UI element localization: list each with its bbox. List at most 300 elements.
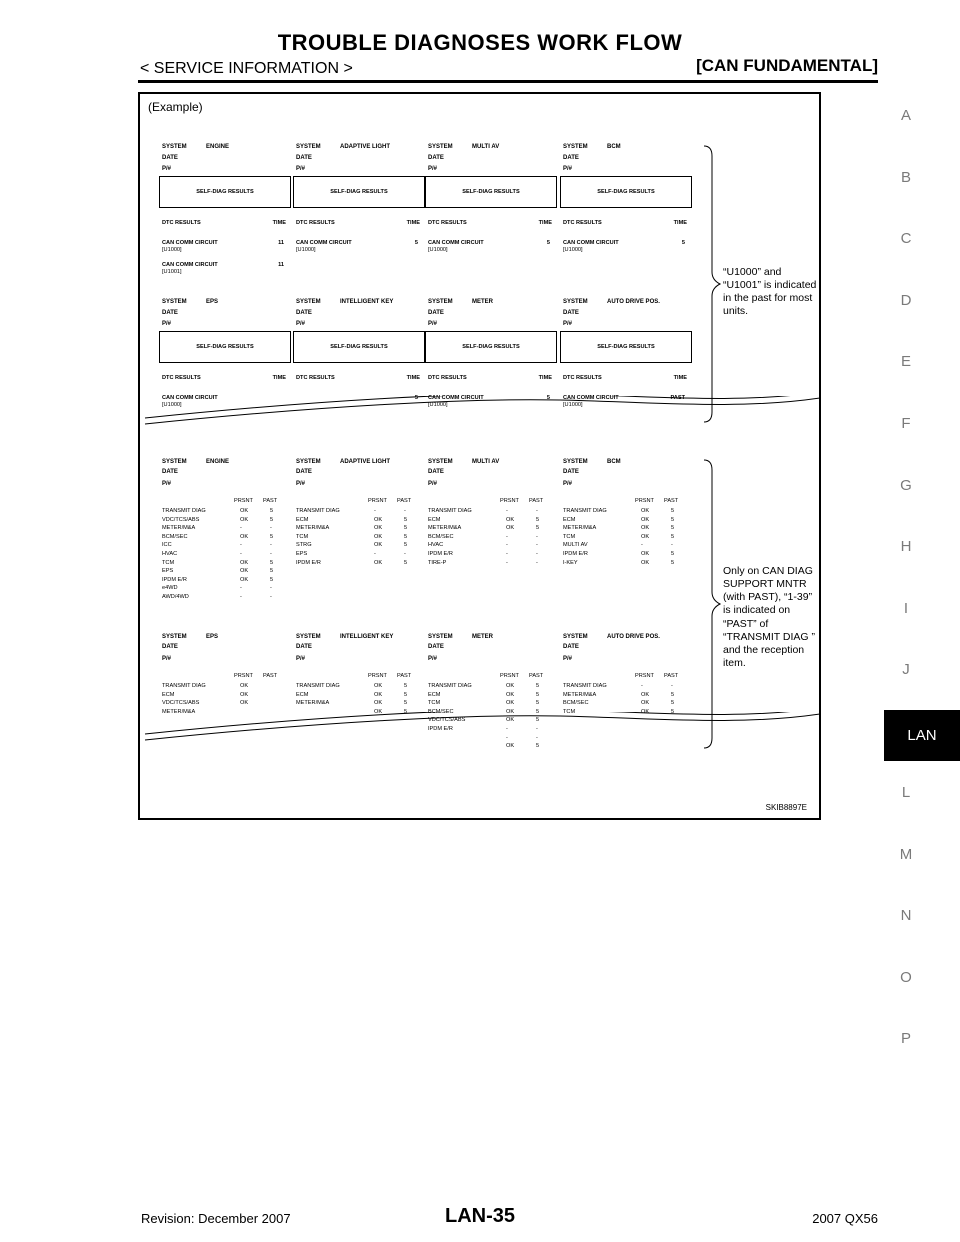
pn-label: P/# — [428, 166, 438, 172]
unit-name: IPDM E/R — [428, 726, 453, 732]
unit-name: ECM — [428, 516, 441, 523]
prsnt-value: OK — [506, 525, 515, 532]
example-figure — [138, 92, 821, 820]
system-label: SYSTEM — [563, 634, 588, 640]
self-diag-results-header: SELF-DIAG RESULTS — [159, 331, 291, 363]
table-row — [162, 701, 280, 709]
past-value: - — [270, 585, 272, 592]
system-label: SYSTEM — [428, 459, 453, 465]
prsnt-value: - — [374, 551, 376, 557]
transmit-diag-block — [162, 634, 290, 734]
system-name: ADAPTIVE LIGHT — [340, 144, 391, 150]
prsnt-value: OK — [240, 568, 249, 575]
system-name: ADAPTIVE LIGHT — [340, 459, 391, 465]
past-value: - — [671, 683, 673, 689]
past-value: 5 — [404, 533, 408, 540]
tab-l: L — [901, 784, 911, 801]
past-header: PAST — [263, 498, 278, 504]
date-label: DATE — [563, 644, 579, 650]
tab-b: B — [900, 168, 911, 186]
prsnt-header: PRSNT — [635, 673, 654, 679]
table-row — [162, 684, 280, 692]
self-diag-results-header: SELF-DIAG RESULTS — [293, 331, 425, 363]
self-diag-block — [162, 299, 290, 419]
unit-name: TRANSMIT DIAG — [563, 508, 607, 514]
prsnt-header: PRSNT — [368, 673, 387, 679]
table-row — [296, 509, 414, 517]
unit-name: ECM — [563, 516, 576, 523]
unit-name: TRANSMIT DIAG — [296, 683, 340, 689]
table-row — [428, 693, 546, 701]
date-label: DATE — [428, 644, 444, 650]
tab-c: C — [900, 230, 912, 248]
tab-i: I — [903, 599, 909, 617]
transmit-diag-table — [162, 499, 280, 608]
self-diag-block — [563, 299, 691, 419]
system-label: SYSTEM — [428, 634, 453, 640]
table-row — [296, 526, 414, 534]
past-value: - — [536, 533, 538, 540]
figure-id: SKIB8897E — [765, 803, 807, 812]
date-label: DATE — [162, 644, 178, 650]
prsnt-value: - — [506, 542, 508, 549]
date-label: DATE — [162, 469, 178, 475]
table-row — [563, 552, 681, 560]
past-value: 5 — [270, 568, 274, 575]
dtc-name: CAN COMM CIRCUIT — [563, 240, 619, 246]
prsnt-value: - — [240, 585, 242, 592]
unit-name: IPDM E/R — [563, 551, 588, 557]
table-row — [162, 535, 280, 543]
dtc-row — [563, 395, 685, 409]
unit-name: BCM/SEC — [428, 533, 454, 540]
table-row — [296, 552, 414, 560]
self-diag-results-header: SELF-DIAG RESULTS — [293, 176, 425, 208]
dtc-results-label: DTC RESULTS — [428, 220, 467, 226]
unit-name: METER/M&A — [296, 700, 330, 707]
unit-name: e4WD — [162, 585, 178, 592]
unit-name: TCM — [296, 533, 309, 540]
table-row — [428, 509, 546, 517]
prsnt-header: PRSNT — [368, 498, 387, 504]
pn-label: P/# — [428, 656, 438, 662]
table-row — [162, 509, 280, 517]
pn-label: P/# — [296, 656, 306, 662]
unit-name: TRANSMIT DIAG — [428, 683, 472, 689]
table-row — [563, 710, 681, 718]
dtc-code: [U1001] — [162, 268, 182, 275]
prsnt-value: - — [374, 508, 376, 514]
system-label: SYSTEM — [563, 459, 588, 465]
prsnt-value: - — [506, 533, 508, 540]
prsnt-value: - — [641, 683, 643, 689]
dtc-row — [296, 240, 418, 254]
past-header: PAST — [664, 673, 679, 679]
unit-name: METER/M&A — [162, 525, 196, 532]
dtc-name: CAN COMM CIRCUIT — [162, 240, 218, 246]
dtc-name: CAN COMM CIRCUIT — [428, 395, 484, 401]
date-label: DATE — [162, 155, 178, 161]
system-label: SYSTEM — [296, 634, 321, 640]
table-row — [428, 744, 546, 752]
unit-name: IPDM E/R — [428, 551, 453, 557]
pn-label: P/# — [563, 166, 573, 172]
system-name: METER — [472, 299, 493, 305]
dtc-name: CAN COMM CIRCUIT — [563, 395, 619, 401]
unit-name: VDC/TCS/ABS — [428, 717, 466, 724]
self-diag-block — [428, 299, 556, 419]
past-value: 5 — [671, 700, 675, 707]
system-name: AUTO DRIVE POS. — [607, 634, 660, 640]
system-label: SYSTEM — [296, 299, 321, 305]
past-header: PAST — [263, 673, 278, 679]
pn-label: P/# — [428, 321, 438, 327]
prsnt-value: - — [506, 508, 508, 514]
system-label: SYSTEM — [428, 299, 453, 305]
prsnt-value: - — [506, 734, 508, 741]
prsnt-value: OK — [641, 708, 650, 715]
dtc-row — [162, 262, 284, 276]
system-name: ENGINE — [206, 459, 230, 465]
unit-name: METER/M&A — [162, 708, 196, 715]
unit-name: HVAC — [162, 551, 178, 557]
prsnt-value: OK — [374, 691, 383, 698]
tab-o: O — [900, 968, 912, 986]
unit-name: BCM/SEC — [563, 700, 589, 707]
past-value: - — [536, 559, 538, 566]
past-value: - — [536, 734, 538, 741]
prsnt-value: OK — [374, 700, 383, 707]
prsnt-value: OK — [240, 533, 249, 540]
self-diag-block — [296, 144, 424, 264]
table-row — [162, 526, 280, 534]
prsnt-value: - — [240, 542, 242, 549]
past-value: 5 — [536, 691, 540, 698]
unit-name: BCM/SEC — [428, 708, 454, 715]
past-value: 5 — [404, 525, 408, 532]
pn-label: P/# — [162, 656, 172, 662]
dtc-results-label: DTC RESULTS — [296, 220, 335, 226]
category-label: [CAN FUNDAMENTAL] — [696, 56, 878, 75]
dtc-results-label: DTC RESULTS — [428, 375, 467, 381]
dtc-code: [U1000] — [162, 401, 182, 408]
past-value: 5 — [270, 508, 274, 514]
past-value: 5 — [536, 717, 540, 724]
dtc-time: 5 — [546, 240, 550, 246]
prsnt-value: OK — [240, 516, 249, 523]
transmit-diag-block — [162, 459, 290, 602]
prsnt-value: OK — [374, 683, 383, 689]
unit-name: TRANSMIT DIAG — [428, 508, 472, 514]
past-header: PAST — [529, 673, 544, 679]
system-label: SYSTEM — [162, 459, 187, 465]
prsnt-value: OK — [374, 708, 383, 715]
tab-e: E — [900, 353, 911, 371]
system-name: INTELLIGENT KEY — [340, 634, 394, 640]
model-year: 2007 QX56 — [812, 1211, 878, 1226]
past-header: PAST — [397, 498, 412, 504]
table-row — [162, 543, 280, 551]
dtc-code: [U1000] — [563, 246, 583, 253]
transmit-diag-table — [563, 674, 681, 720]
prsnt-value: OK — [506, 708, 515, 715]
revision-date: Revision: December 2007 — [141, 1211, 291, 1226]
date-label: DATE — [428, 469, 444, 475]
date-label: DATE — [563, 469, 579, 475]
unit-name: HVAC — [428, 542, 444, 549]
unit-name: EPS — [162, 568, 174, 575]
table-row — [428, 552, 546, 560]
system-label: SYSTEM — [563, 144, 588, 150]
dtc-name: CAN COMM CIRCUIT — [428, 240, 484, 246]
table-row — [162, 561, 280, 569]
unit-name: AWD/4WD — [162, 594, 189, 600]
self-diag-block — [162, 144, 290, 275]
unit-name: TCM — [428, 700, 441, 707]
transmit-diag-table — [563, 499, 681, 572]
dtc-name: CAN COMM CIRCUIT — [162, 262, 218, 268]
dtc-code: [U1000] — [296, 246, 316, 253]
date-label: DATE — [296, 155, 312, 161]
transmit-diag-block — [296, 634, 424, 734]
tab-lan: LAN — [884, 710, 960, 761]
past-value: 5 — [270, 559, 274, 566]
transmit-diag-table — [296, 674, 414, 720]
unit-name: IPDM E/R — [162, 576, 187, 583]
date-label: DATE — [428, 310, 444, 316]
pn-label: P/# — [162, 481, 172, 487]
past-value: - — [536, 551, 538, 557]
dtc-row — [296, 395, 418, 402]
system-name: METER — [472, 634, 493, 640]
dtc-row — [563, 240, 685, 254]
self-diag-block — [296, 299, 424, 419]
past-value: 5 — [404, 700, 408, 707]
past-value: - — [536, 508, 538, 514]
pn-label: P/# — [296, 166, 306, 172]
system-name: INTELLIGENT KEY — [340, 299, 394, 305]
table-row — [162, 552, 280, 560]
unit-name: METER/M&A — [296, 525, 330, 532]
dtc-code: [U1000] — [563, 401, 583, 408]
tab-a: A — [900, 107, 911, 124]
table-row — [296, 561, 414, 569]
prsnt-value: - — [506, 726, 508, 732]
unit-name: TRANSMIT DIAG — [563, 683, 607, 689]
prsnt-value: OK — [374, 542, 383, 549]
dtc-row — [428, 240, 550, 254]
table-row — [428, 727, 546, 735]
time-label: TIME — [538, 220, 552, 226]
prsnt-value: OK — [641, 691, 650, 698]
time-label: TIME — [673, 220, 687, 226]
note-past-indication: “U1000” and “U1001” is indicated in the past for most units. — [723, 266, 817, 318]
table-row — [563, 526, 681, 534]
unit-name: TRANSMIT DIAG — [162, 508, 206, 514]
past-value: 5 — [671, 533, 675, 540]
prsnt-value: - — [240, 594, 242, 600]
system-label: SYSTEM — [162, 299, 187, 305]
tab-j: J — [902, 661, 910, 679]
unit-name: TIRE-P — [428, 559, 447, 566]
table-row — [428, 701, 546, 709]
unit-name: TRANSMIT DIAG — [162, 683, 206, 689]
prsnt-value: OK — [506, 516, 515, 523]
dtc-time: 11 — [278, 262, 284, 268]
past-value: - — [404, 551, 406, 557]
past-value: 5 — [536, 700, 540, 707]
system-name: AUTO DRIVE POS. — [607, 299, 660, 305]
time-label: TIME — [673, 375, 687, 381]
prsnt-value: OK — [240, 683, 249, 689]
page-number: LAN-35 — [444, 1205, 515, 1227]
prsnt-value: OK — [240, 700, 249, 707]
dtc-results-label: DTC RESULTS — [563, 375, 602, 381]
time-label: TIME — [538, 375, 552, 381]
table-row — [428, 526, 546, 534]
past-value: 5 — [536, 516, 540, 523]
transmit-diag-block — [296, 459, 424, 566]
prsnt-header: PRSNT — [635, 498, 654, 504]
dtc-time: 5 — [414, 395, 418, 401]
past-value: - — [270, 525, 272, 532]
prsnt-value: - — [506, 551, 508, 557]
self-diag-results-header: SELF-DIAG RESULTS — [560, 331, 692, 363]
unit-name: ECM — [296, 516, 309, 523]
unit-name: TCM — [162, 559, 175, 566]
prsnt-value: OK — [641, 516, 650, 523]
system-label: SYSTEM — [162, 634, 187, 640]
tab-g: G — [900, 476, 912, 494]
prsnt-value: OK — [641, 508, 650, 514]
prsnt-value: OK — [240, 508, 249, 514]
self-diag-results-header: SELF-DIAG RESULTS — [425, 176, 557, 208]
past-value: - — [404, 508, 406, 514]
prsnt-value: OK — [240, 559, 249, 566]
dtc-time: 5 — [414, 240, 418, 246]
past-value: - — [270, 594, 272, 600]
tab-f: F — [901, 415, 911, 432]
table-row — [296, 535, 414, 543]
time-label: TIME — [406, 220, 420, 226]
prsnt-value: OK — [506, 683, 515, 689]
past-value: - — [270, 542, 272, 549]
past-value: - — [671, 542, 673, 549]
prsnt-value: OK — [374, 525, 383, 532]
past-value: 5 — [404, 542, 408, 549]
transmit-diag-block — [563, 634, 691, 734]
past-value: 5 — [404, 683, 408, 689]
table-row — [296, 710, 414, 718]
unit-name: ECM — [162, 691, 175, 698]
prsnt-value: - — [506, 559, 508, 566]
past-value: 5 — [536, 743, 540, 750]
prsnt-value: OK — [506, 717, 515, 724]
date-label: DATE — [296, 310, 312, 316]
transmit-diag-block — [428, 634, 556, 750]
dtc-time: PAST — [670, 395, 685, 401]
dtc-code: [U1000] — [428, 246, 448, 253]
unit-name: IPDM E/R — [296, 559, 321, 566]
transmit-diag-table — [162, 674, 280, 720]
past-value: 5 — [404, 559, 408, 566]
table-row — [563, 684, 681, 692]
table-row — [428, 684, 546, 692]
prsnt-value: OK — [374, 516, 383, 523]
unit-name: EPS — [296, 551, 308, 557]
prsnt-value: OK — [641, 700, 650, 707]
past-value: 5 — [671, 525, 675, 532]
dtc-results-label: DTC RESULTS — [563, 220, 602, 226]
past-header: PAST — [664, 498, 679, 504]
dtc-results-label: DTC RESULTS — [162, 375, 201, 381]
table-row — [296, 701, 414, 709]
unit-name: VDC/TCS/ABS — [162, 700, 200, 707]
pn-label: P/# — [563, 481, 573, 487]
prsnt-value: - — [240, 551, 242, 557]
past-value: 5 — [671, 551, 675, 557]
past-value: 5 — [270, 533, 274, 540]
header-rule — [138, 80, 878, 83]
dtc-time: 11 — [278, 240, 284, 246]
table-row — [428, 561, 546, 569]
prsnt-value: OK — [506, 700, 515, 707]
prsnt-value: OK — [506, 691, 515, 698]
dtc-time: 5 — [681, 240, 685, 246]
table-row — [162, 578, 280, 586]
prsnt-value: - — [240, 525, 242, 532]
system-label: SYSTEM — [162, 144, 187, 150]
time-label: TIME — [272, 220, 286, 226]
prsnt-value: OK — [240, 691, 249, 698]
dtc-results-label: DTC RESULTS — [162, 220, 201, 226]
pn-label: P/# — [563, 656, 573, 662]
self-diag-results-header: SELF-DIAG RESULTS — [560, 176, 692, 208]
dtc-code: [U1000] — [162, 246, 182, 253]
table-row — [563, 561, 681, 569]
section-label: < SERVICE INFORMATION > — [140, 60, 353, 77]
prsnt-value: OK — [641, 551, 650, 557]
figure-caption: (Example) — [148, 100, 203, 114]
dtc-row — [428, 395, 550, 409]
prsnt-value: OK — [240, 576, 249, 583]
past-value: 5 — [536, 708, 540, 715]
time-label: TIME — [272, 375, 286, 381]
transmit-diag-table — [428, 499, 546, 572]
table-row — [563, 509, 681, 517]
self-diag-results-header: SELF-DIAG RESULTS — [425, 331, 557, 363]
pn-label: P/# — [296, 481, 306, 487]
unit-name: BCM/SEC — [162, 533, 188, 540]
system-name: EPS — [206, 299, 219, 305]
prsnt-value: OK — [641, 559, 650, 566]
system-name: MULTI AV — [472, 459, 500, 465]
dtc-name: CAN COMM CIRCUIT — [162, 395, 218, 401]
table-row — [563, 701, 681, 709]
system-label: SYSTEM — [296, 144, 321, 150]
system-label: SYSTEM — [563, 299, 588, 305]
dtc-row — [162, 395, 284, 409]
prsnt-value: OK — [641, 525, 650, 532]
table-row — [428, 736, 546, 744]
transmit-diag-table — [428, 674, 546, 756]
past-value: 5 — [671, 559, 675, 566]
system-name: BCM — [607, 459, 621, 465]
past-value: 5 — [671, 516, 675, 523]
unit-name: TCM — [563, 708, 576, 715]
system-name: EPS — [206, 634, 219, 640]
unit-name: METER/M&A — [563, 691, 597, 698]
